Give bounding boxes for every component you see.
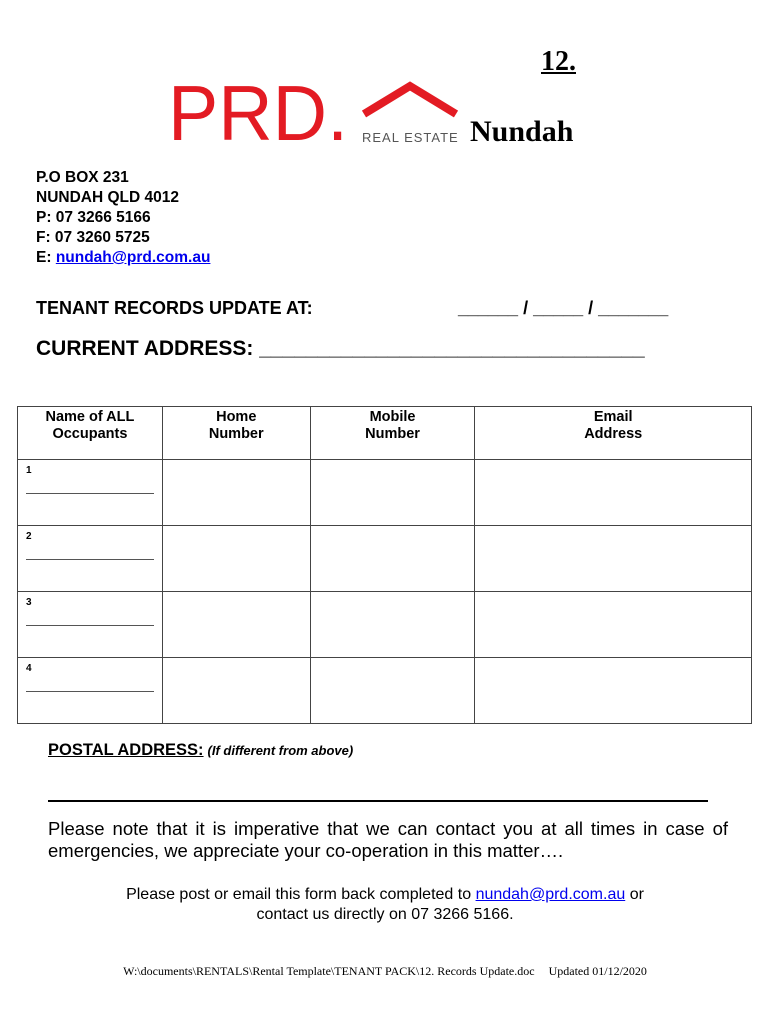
table-row bbox=[18, 460, 752, 526]
contact-block bbox=[36, 168, 210, 268]
suburb: NUNDAH QLD 4012 bbox=[36, 189, 179, 206]
header-occupants: Name of ALL Occupants bbox=[18, 407, 163, 460]
table-header-row bbox=[18, 407, 752, 460]
emergency-notice: Please note that it is imperative that we can contact you at all times in case of emergencies, we appreciate your co-operation in this matter…. bbox=[48, 818, 728, 861]
footer bbox=[0, 964, 770, 979]
header-home-number: Home Number bbox=[162, 407, 310, 460]
home-number-cell[interactable] bbox=[162, 658, 310, 724]
header-mobile-number: Mobile Number bbox=[310, 407, 475, 460]
post-suffix: or bbox=[629, 886, 644, 903]
footer-updated: Updated 01/12/2020 bbox=[548, 964, 647, 978]
mobile-number-cell[interactable] bbox=[310, 460, 475, 526]
branch-name: Nundah bbox=[470, 115, 574, 148]
postal-address bbox=[48, 741, 353, 760]
page-number: 12. bbox=[541, 46, 576, 77]
email-label: E: bbox=[36, 249, 52, 266]
table-row bbox=[18, 526, 752, 592]
home-number-cell[interactable] bbox=[162, 526, 310, 592]
mobile-number-cell[interactable] bbox=[310, 526, 475, 592]
post-prefix: Please post or email this form back completed to bbox=[126, 886, 472, 903]
postal-address-line[interactable] bbox=[48, 800, 708, 802]
table-row bbox=[18, 658, 752, 724]
email-address-cell[interactable] bbox=[475, 526, 752, 592]
email-address-cell[interactable] bbox=[475, 592, 752, 658]
postal-note: (If different from above) bbox=[207, 743, 354, 758]
post-email-link[interactable]: nundah@prd.com.au bbox=[475, 886, 626, 903]
date-blank: ______ / _____ / _______ bbox=[458, 298, 669, 318]
po-box: P.O BOX 231 bbox=[36, 169, 129, 186]
roof-icon bbox=[364, 86, 456, 114]
table-row bbox=[18, 592, 752, 658]
occupant-name-cell[interactable]: 4 bbox=[18, 658, 163, 724]
email-line bbox=[36, 248, 210, 268]
current-address: CURRENT ADDRESS: _________________________________ bbox=[36, 337, 645, 360]
phone: P: 07 3266 5166 bbox=[36, 209, 151, 226]
occupant-name-cell[interactable]: 1 bbox=[18, 460, 163, 526]
occupant-name-cell[interactable]: 2 bbox=[18, 526, 163, 592]
prd-logo bbox=[168, 78, 468, 148]
mobile-number-cell[interactable] bbox=[310, 592, 475, 658]
post-instructions bbox=[60, 885, 710, 925]
footer-path: W:\documents\RENTALS\Rental Template\TENANT PACK\12. Records Update.doc bbox=[123, 964, 535, 978]
fax: F: 07 3260 5725 bbox=[36, 229, 150, 246]
home-number-cell[interactable] bbox=[162, 592, 310, 658]
occupant-name-cell[interactable]: 3 bbox=[18, 592, 163, 658]
email-address-cell[interactable] bbox=[475, 658, 752, 724]
home-number-cell[interactable] bbox=[162, 460, 310, 526]
email-link[interactable]: nundah@prd.com.au bbox=[55, 249, 211, 266]
logo-tagline: REAL ESTATE bbox=[362, 130, 459, 145]
mobile-number-cell[interactable] bbox=[310, 658, 475, 724]
postal-label: POSTAL ADDRESS: bbox=[48, 741, 204, 759]
occupants-table bbox=[17, 406, 752, 724]
records-update-label: TENANT RECORDS UPDATE AT: bbox=[36, 298, 313, 318]
header-email-address: Email Address bbox=[475, 407, 752, 460]
post-contact-line: contact us directly on 07 3266 5166. bbox=[256, 906, 514, 923]
email-address-cell[interactable] bbox=[475, 460, 752, 526]
logo-brand: PRD. bbox=[168, 78, 348, 148]
